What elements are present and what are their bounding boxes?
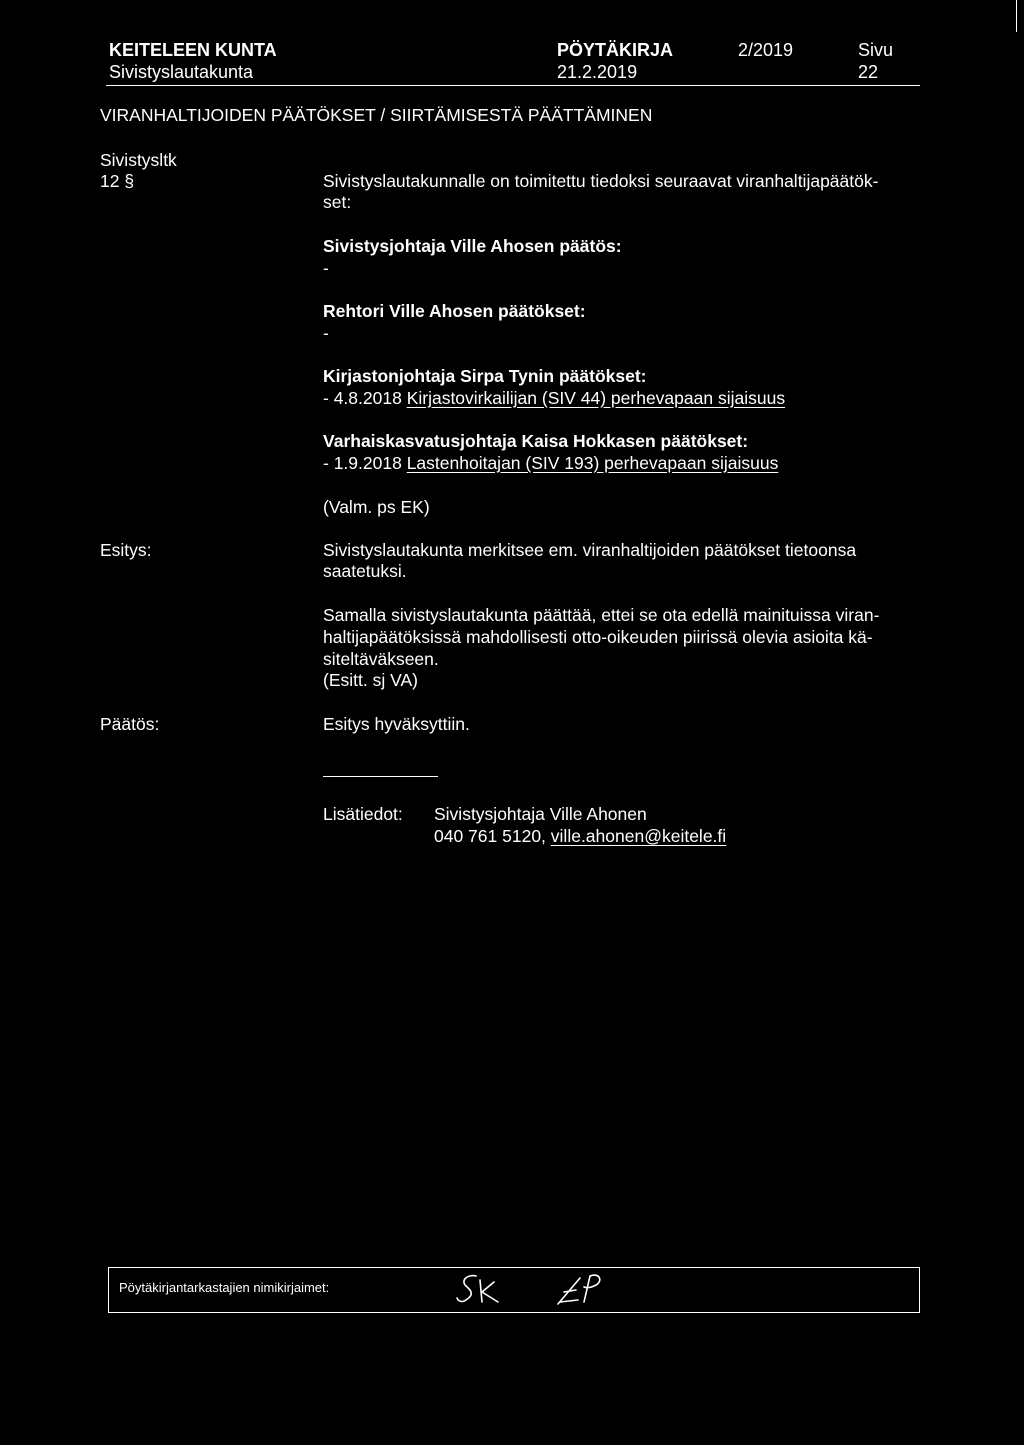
decision-group-item xyxy=(323,388,785,409)
initial-k-stem xyxy=(480,1280,482,1302)
decision-group-heading: Rehtori Ville Ahosen päätökset: xyxy=(323,301,586,321)
decision-group-heading: Varhaiskasvatusjohtaja Kaisa Hokkasen päätökset: xyxy=(323,431,749,451)
decision-item-date: - 4.8.2018 xyxy=(323,388,402,408)
initial-e-bar xyxy=(564,1290,576,1292)
minutes-number: 2/2019 xyxy=(738,40,794,60)
section-number xyxy=(100,171,134,192)
page-title: VIRANHALTIJOIDEN PÄÄTÖKSET / SIIRTÄMISESTÄ PÄÄTTÄMINEN xyxy=(100,105,653,125)
header-rule xyxy=(106,85,920,86)
proposal-line: Sivistyslautakunta merkitsee em. viranhaltijoiden päätökset tietoonsa xyxy=(323,540,857,560)
proposal-line: Samalla sivistyslautakunta päättää, ettei se ota edellä mainituissa viran- xyxy=(323,605,880,625)
section-number-value: 12 xyxy=(100,171,120,191)
decision-group-item: - xyxy=(323,258,329,278)
proposal-label: Esitys: xyxy=(100,540,152,560)
decision-label: Päätös: xyxy=(100,714,160,734)
meeting-date: 21.2.2019 xyxy=(557,62,638,82)
decision-group-item xyxy=(323,453,778,474)
decision-text: Esitys hyväksyttiin. xyxy=(323,714,470,734)
short-rule xyxy=(323,776,438,777)
handwritten-initials xyxy=(454,1270,624,1310)
prepared-by: (Valm. ps EK) xyxy=(323,497,430,517)
signature-box-label: Pöytäkirjantarkastajien nimikirjaimet: xyxy=(119,1280,330,1295)
proposal-line: haltijapäätöksissä mahdollisesti otto-oikeuden piirissä olevia asioita kä- xyxy=(323,627,873,647)
decision-item-title: Kirjastovirkailijan (SIV 44) perhevapaan sijaisuus xyxy=(406,388,786,408)
decision-item-title: Lastenhoitajan (SIV 193) perhevapaan sijaisuus xyxy=(406,453,779,473)
page-label: Sivu xyxy=(858,40,894,60)
proposal-author: (Esitt. sj VA) xyxy=(323,670,418,690)
contact-phone: 040 761 5120, xyxy=(434,826,546,846)
intro-line-2: set: xyxy=(323,192,352,212)
contact-label: Lisätiedot: xyxy=(323,804,403,824)
intro-line-1: Sivistyslautakunnalle on toimitettu tiedoksi seuraavat viranhaltijapäätök- xyxy=(323,171,879,191)
decision-group-heading: Sivistysjohtaja Ville Ahosen päätös: xyxy=(323,236,622,256)
initial-s-stroke xyxy=(457,1276,476,1302)
initial-p-stroke xyxy=(584,1275,600,1302)
municipality-name: KEITELEEN KUNTA xyxy=(109,40,277,60)
page-number: 22 xyxy=(858,62,879,82)
contact-details xyxy=(434,826,726,847)
decision-group-item: - xyxy=(323,323,329,343)
contact-email[interactable]: ville.ahonen@keitele.fi xyxy=(550,826,727,846)
signature-box xyxy=(108,1267,920,1313)
initial-k-arms xyxy=(482,1282,498,1302)
proposal-line: siteltäväkseen. xyxy=(323,649,439,669)
section-label: Sivistysltk xyxy=(100,150,177,170)
board-name: Sivistyslautakunta xyxy=(109,62,254,82)
proposal-line: saatetuksi. xyxy=(323,561,407,581)
section-symbol: § xyxy=(124,171,135,191)
initial-e-base xyxy=(560,1300,578,1302)
decision-group-heading: Kirjastonjohtaja Sirpa Tynin päätökset: xyxy=(323,366,647,386)
decision-item-date: - 1.9.2018 xyxy=(323,453,402,473)
document-type: PÖYTÄKIRJA xyxy=(557,40,674,60)
contact-name: Sivistysjohtaja Ville Ahonen xyxy=(434,804,647,824)
scan-edge-mark xyxy=(1016,0,1017,32)
